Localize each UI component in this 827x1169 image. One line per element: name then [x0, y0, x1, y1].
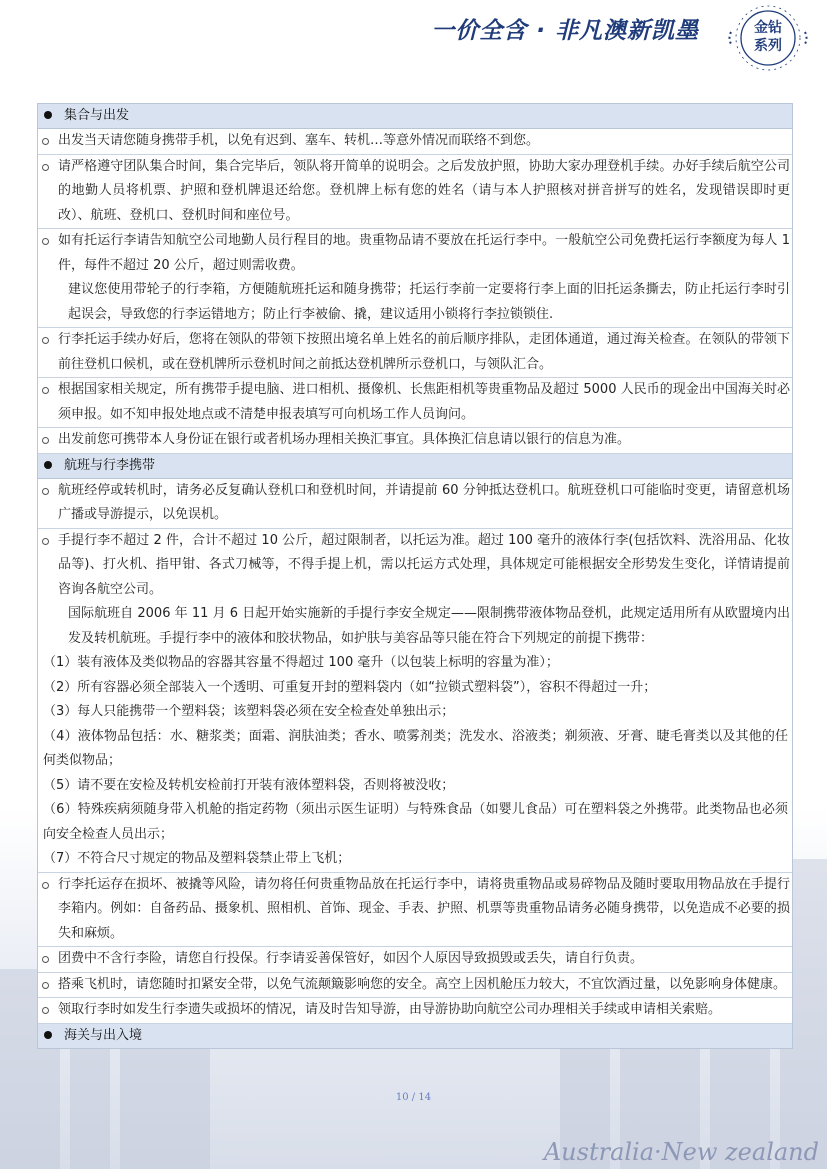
- badge-line-1: 金钻: [754, 20, 782, 36]
- liquid-rule: （7）不符合尺寸规定的物品及塑料袋禁止带上飞机；: [43, 851, 351, 866]
- notice-table: [37, 103, 793, 1049]
- list-item: 如有托运行李请告知航空公司地勤人员行程目的地。贵重物品请不要放在托运行李中。一般航空公司免费托运行李额度为每人 1 件，每件不超过 20 公斤，超过则需收费。 建议您使用带轮子的行李箱，方便随航班托运和随身携带；托运行李前一定要将行李上面的旧托运条撕去，防止托运行李时引起误会，导致您的行李运错地方；防止行李被偷、撬，建议适用小锁将行李拉锁锁住.: [38, 229, 792, 328]
- bullet-icon: [44, 461, 52, 469]
- brand-footer: Australia·New zealand: [543, 1138, 819, 1166]
- circle-bullet-icon: [42, 1007, 49, 1014]
- list-item: 出发前您可携带本人身份证在银行或者机场办理相关换汇事宜。具体换汇信息请以银行的信息为准。: [38, 428, 792, 454]
- circle-bullet-icon: [42, 337, 49, 344]
- liquid-rule: （5）请不要在安检及转机安检前打开装有液体塑料袋，否则将被没收；: [43, 777, 455, 793]
- list-item: 行李托运存在损坏、被撬等风险，请勿将任何贵重物品放在托运行李中，请将贵重物品或易碎物品及随时要取用物品放在手提行李箱内。例如：自备药品、摄象机、照相机、首饰、现金、手表、护照、机票等贵重物品请务必随身携带，以免造成不必要的损失和麻烦。: [38, 873, 792, 948]
- header-title: 一价全含 · 非凡澳新凯墨: [431, 18, 699, 44]
- liquid-rule: （4）液体物品包括：水、糖浆类；面霜、润肤油类；香水、喷雾剂类；洗发水、浴液类；剃须液、牙膏、睫毛膏类以及其他的任何类似物品；: [43, 728, 788, 768]
- section-heading: 航班与行李携带: [38, 454, 792, 479]
- circle-bullet-icon: [42, 982, 49, 989]
- bullet-icon: [44, 1031, 52, 1039]
- section-heading: 集合与出发: [38, 104, 792, 129]
- liquid-rule: （2）所有容器必须全部装入一个透明、可重复开封的塑料袋内（如“拉锁式塑料袋”），容积不得超过一升；: [43, 679, 657, 695]
- list-item: 行李托运手续办好后，您将在领队的带领下按照出境名单上姓名的前后顺序排队，走团体通道，通过海关检查。在领队的带领下前往登机口候机，或在登机牌所示登机时间之前抵达登机牌所示登机口，与领队汇合。: [38, 328, 792, 378]
- list-item: 手提行李不超过 2 件，合计不超过 10 公斤，超过限制者，以托运为准。超过 100 毫升的液体行李(包括饮料、洗浴用品、化妆品等)、打火机、指甲钳、各式刀械等，不得手提上机，需以托运方式处理，具体规定可能根据安全形势发生变化，详情请提前咨询各航空公司。 国际航班自 2006 年 11 月 6 日起开始实施新的手提行李安全规定——限制携带液体物品登机，此规定适用所有从欧盟境内出发及转机航班。手提行李中的液体和胶状物品，如护肤与美容品等只能在符合下列规定的前提下携带： （1）装有液体及类似物品的容器其容量不得超过 100 毫升（以包装上标明的容量为准）； （2）所有容器必须全部装入一个透明、可重复开封的塑料袋内（如“拉锁式塑料袋”），容积不得超过一升； （3）每人只能携带一个塑料袋；该塑料袋必须在安全检查处单独出示； （4）液体物品包括：水、糖浆类；面霜、润肤油类；香水、喷雾剂类；洗发水、浴液类；剃须液、牙膏、睫毛膏类以及其他的任何类似物品； （5）请不要在安检及转机安检前打开装有液体塑料袋，否则将被没收； （6）特殊疾病须随身带入机舱的指定药物（须出示医生证明）与特殊食品（如婴儿食品）可在塑料袋之外携带。此类物品也必须向安全检查人员出示； （7）不符合尺寸规定的物品及塑料袋禁止带上飞机；: [38, 529, 792, 873]
- list-item: 搭乘飞机时，请您随时扣紧安全带，以免气流颠簸影响您的安全。高空上因机舱压力较大，不宜饮酒过量，以免影响身体健康。: [38, 973, 792, 999]
- liquid-rule: （1）装有液体及类似物品的容器其容量不得超过 100 毫升（以包装上标明的容量为准）；: [43, 655, 559, 670]
- circle-bullet-icon: [42, 164, 49, 171]
- circle-bullet-icon: [42, 956, 49, 963]
- list-item: 出发当天请您随身携带手机，以免有迟到、塞车、转机…等意外情况而联络不到您。: [38, 129, 792, 155]
- list-item: 根据国家相关规定，所有携带手提电脑、进口相机、摄像机、长焦距相机等贵重物品及超过 5000 人民币的现金出中国海关时必须申报。如不知申报处地点或不清楚申报表填写可向机场工作人员询问。: [38, 378, 792, 428]
- circle-bullet-icon: [42, 437, 49, 444]
- circle-bullet-icon: [42, 882, 49, 889]
- liquid-rule: （6）特殊疾病须随身带入机舱的指定药物（须出示医生证明）与特殊食品（如婴儿食品）可在塑料袋之外携带。此类物品也必须向安全检查人员出示；: [43, 802, 788, 842]
- circle-bullet-icon: [42, 488, 49, 495]
- badge-line-2: 系列: [754, 38, 782, 54]
- circle-bullet-icon: [42, 238, 49, 245]
- section-heading: 海关与出入境: [38, 1024, 792, 1048]
- liquid-rule: （3）每人只能携带一个塑料袋；该塑料袋必须在安全检查处单独出示；: [43, 704, 455, 719]
- circle-bullet-icon: [42, 538, 49, 545]
- page-number: 10 / 14: [395, 1092, 432, 1103]
- circle-bullet-icon: [42, 387, 49, 394]
- bullet-icon: [44, 111, 52, 119]
- circle-bullet-icon: [42, 138, 49, 145]
- list-item: 航班经停或转机时，请务必反复确认登机口和登机时间，并请提前 60 分钟抵达登机口。航班登机口可能临时变更，请留意机场广播或导游提示，以免误机。: [38, 479, 792, 529]
- list-item: 团费中不含行李险，请您自行投保。行李请妥善保管好，如因个人原因导致损毁或丢失，请自行负责。: [38, 947, 792, 973]
- list-item: 请严格遵守团队集合时间，集合完毕后，领队将开简单的说明会。之后发放护照，协助大家办理登机手续。办好手续后航空公司的地勤人员将机票、护照和登机牌退还给您。登机牌上标有您的姓名（请与本人护照核对拼音拼写的姓名，发现错误即时更改）、航班、登机口、登机时间和座位号。: [38, 155, 792, 230]
- list-item: 领取行李时如发生行李遗失或损坏的情况，请及时告知导游，由导游协助向航空公司办理相关手续或申请相关索赔。: [38, 998, 792, 1024]
- series-badge: [726, 2, 810, 74]
